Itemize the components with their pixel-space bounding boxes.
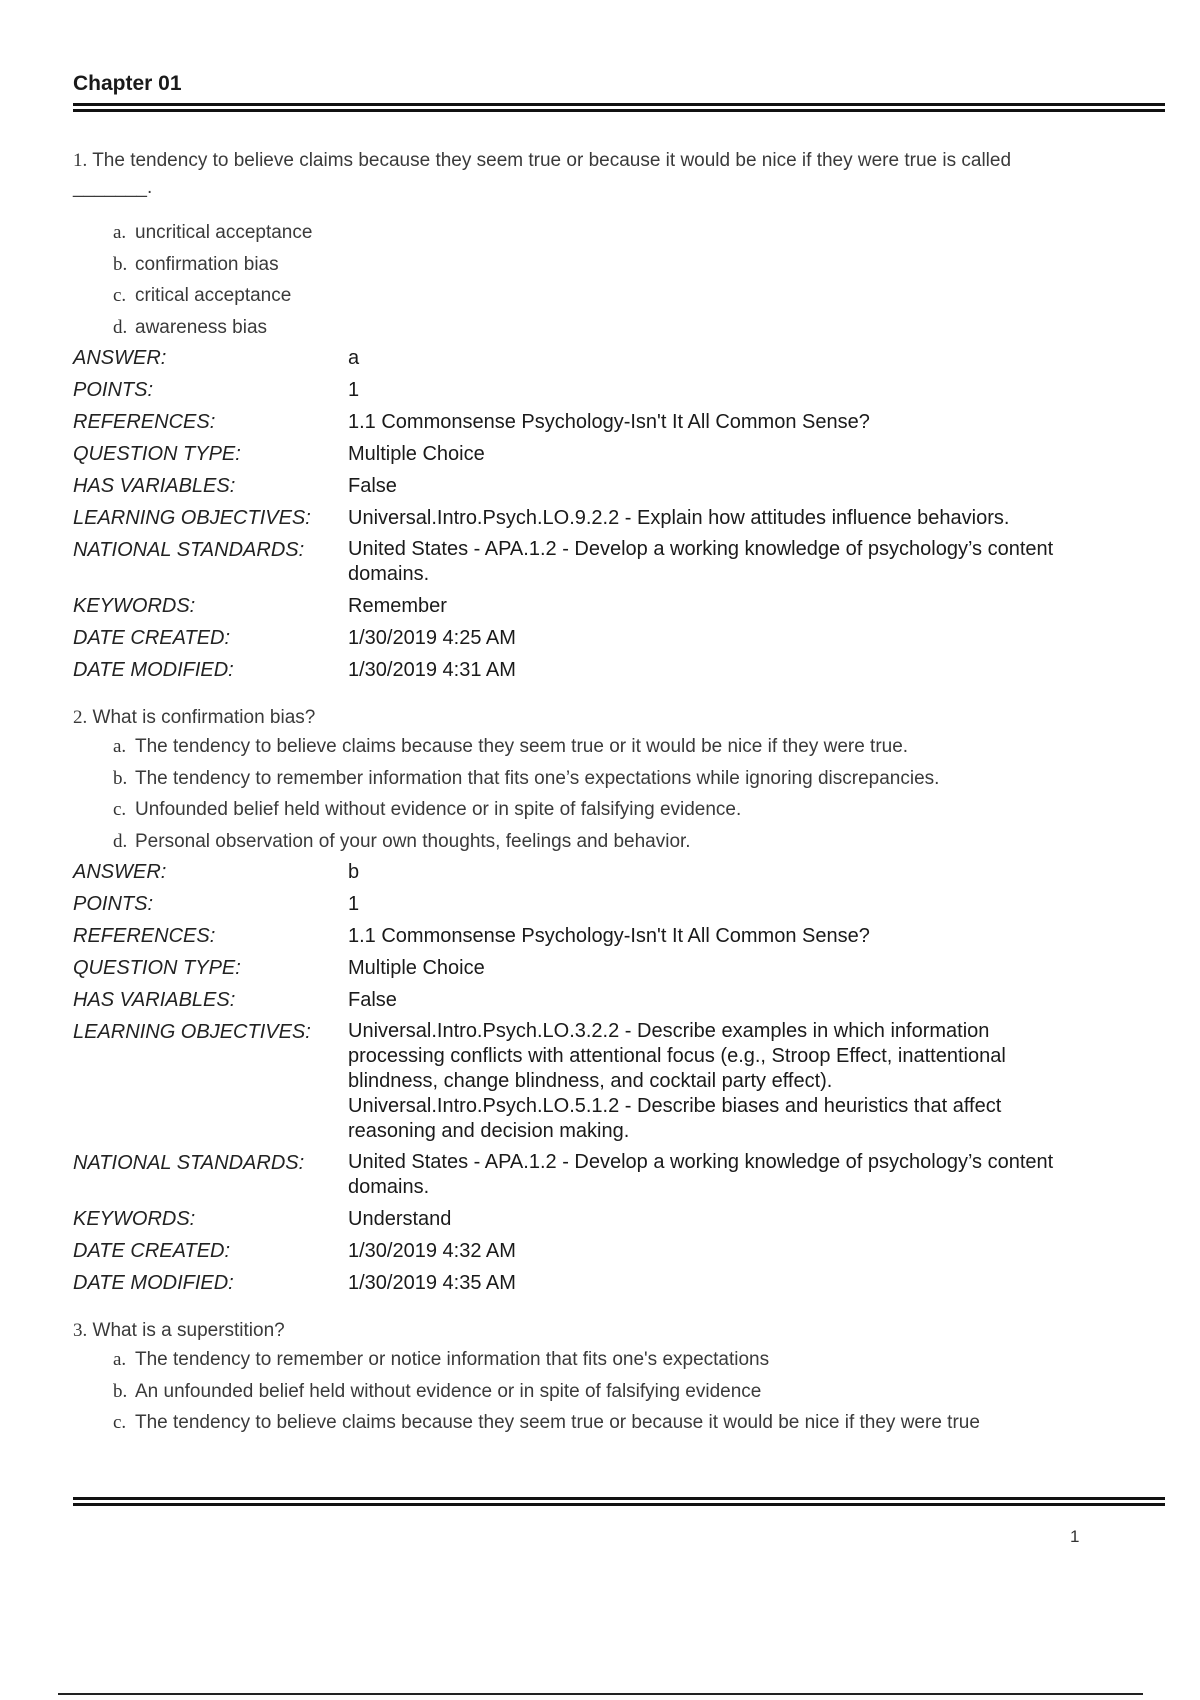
option-b — [113, 249, 1165, 281]
chapter-title: Chapter 01 — [73, 72, 182, 95]
question-number: 3. — [73, 1320, 88, 1341]
option-text: The tendency to believe claims because they seem true or because it would be nice if they were true — [135, 1412, 980, 1433]
option-a — [113, 731, 1165, 763]
meta-points — [73, 891, 1165, 917]
option-text: awareness bias — [135, 316, 268, 338]
meta-value: False — [348, 475, 397, 497]
meta-value: Remember — [348, 595, 447, 617]
meta-national-standards — [73, 1150, 1165, 1200]
meta-value: 1/30/2019 4:31 AM — [348, 659, 516, 681]
question-metadata — [73, 345, 1165, 683]
option-c — [113, 1407, 1165, 1439]
option-text: uncritical acceptance — [135, 222, 313, 243]
option-text: Unfounded belief held without evidence or in spite of falsifying evidence. — [135, 799, 742, 820]
footer-double-rule — [73, 1497, 1165, 1506]
meta-date-created — [73, 1238, 1165, 1264]
option-a — [113, 1344, 1165, 1376]
meta-label: QUESTION TYPE: — [73, 957, 241, 979]
meta-value-line: domains. — [348, 563, 430, 585]
question-2 — [73, 707, 1165, 1296]
answer-options — [113, 1344, 1165, 1439]
meta-value: 1/30/2019 4:25 AM — [348, 627, 516, 649]
option-text: The tendency to believe claims because they seem true or it would be nice if they were true. — [135, 736, 909, 757]
meta-question-type — [73, 441, 1165, 467]
question-stem — [73, 707, 1165, 729]
meta-label: KEYWORDS: — [73, 1208, 196, 1230]
meta-date-modified — [73, 1270, 1165, 1296]
meta-label: REFERENCES: — [73, 925, 216, 947]
meta-label: LEARNING OBJECTIVES: — [73, 507, 311, 529]
meta-answer — [73, 345, 1165, 371]
question-stem — [73, 1320, 1165, 1342]
meta-label: HAS VARIABLES: — [73, 475, 236, 497]
question-metadata — [73, 859, 1165, 1296]
page-bottom-rule — [58, 1693, 1143, 1695]
meta-references — [73, 923, 1165, 949]
question-stem — [73, 146, 1165, 176]
meta-label: ANSWER: — [73, 347, 167, 369]
meta-learning-objectives — [73, 1019, 1165, 1144]
meta-value: Understand — [348, 1208, 452, 1230]
option-letter: b. — [113, 253, 128, 275]
meta-question-type — [73, 955, 1165, 981]
meta-label: DATE MODIFIED: — [73, 659, 234, 681]
meta-label: LEARNING OBJECTIVES: — [73, 1021, 311, 1043]
option-a — [113, 217, 1165, 249]
option-letter: d. — [113, 316, 128, 338]
question-text: The tendency to believe claims because they seem true or because it would be nice if they were true is called — [92, 150, 1012, 171]
option-letter: c. — [113, 1412, 127, 1433]
option-letter: a. — [113, 1349, 127, 1370]
meta-label: NATIONAL STANDARDS: — [73, 539, 305, 561]
header-double-rule — [73, 103, 1165, 112]
meta-value-line: blindness, change blindness, and cocktail party effect). — [348, 1070, 833, 1092]
meta-value — [348, 1019, 1165, 1144]
question-text: What is confirmation bias? — [92, 707, 316, 728]
option-text: An unfounded belief held without evidence or in spite of falsifying evidence — [135, 1380, 762, 1402]
meta-label: POINTS: — [73, 379, 154, 401]
meta-label: DATE MODIFIED: — [73, 1272, 234, 1294]
meta-label: POINTS: — [73, 893, 154, 915]
meta-value-line: domains. — [348, 1176, 430, 1198]
meta-date-created — [73, 625, 1165, 651]
document-page — [73, 72, 1165, 1439]
answer-options — [113, 731, 1165, 857]
page-number: 1 — [1070, 1527, 1080, 1546]
option-letter: c. — [113, 285, 127, 306]
meta-value: 1 — [348, 379, 360, 401]
question-text: What is a superstition? — [92, 1320, 285, 1341]
meta-has-variables — [73, 987, 1165, 1013]
meta-value: 1 — [348, 893, 360, 915]
option-text: critical acceptance — [135, 285, 292, 306]
meta-label: NATIONAL STANDARDS: — [73, 1152, 305, 1174]
meta-label: HAS VARIABLES: — [73, 989, 236, 1011]
meta-points — [73, 377, 1165, 403]
question-number: 2. — [73, 707, 88, 728]
option-d — [113, 826, 1165, 858]
meta-label: DATE CREATED: — [73, 627, 231, 649]
answer-options — [113, 217, 1165, 343]
meta-value-line: reasoning and decision making. — [348, 1120, 630, 1142]
option-letter: a. — [113, 736, 127, 757]
question-1 — [73, 146, 1165, 683]
meta-keywords — [73, 1206, 1165, 1232]
meta-value: Multiple Choice — [348, 957, 485, 979]
meta-value: Multiple Choice — [348, 443, 485, 465]
option-text: The tendency to remember or notice information that fits one's expectations — [135, 1349, 770, 1370]
meta-value: False — [348, 989, 397, 1011]
meta-value: 1.1 Commonsense Psychology-Isn't It All Common Sense? — [348, 925, 870, 947]
meta-value: 1/30/2019 4:32 AM — [348, 1240, 516, 1262]
option-letter: b. — [113, 767, 128, 789]
meta-label: DATE CREATED: — [73, 1240, 231, 1262]
meta-date-modified — [73, 657, 1165, 683]
meta-keywords — [73, 593, 1165, 619]
option-letter: c. — [113, 799, 127, 820]
option-text: Personal observation of your own thoughts, feelings and behavior. — [135, 830, 691, 852]
meta-value-line: Universal.Intro.Psych.LO.3.2.2 - Describe examples in which information — [348, 1020, 990, 1042]
meta-value-line: United States - APA.1.2 - Develop a working knowledge of psychology’s content — [348, 538, 1054, 560]
meta-value: 1/30/2019 4:35 AM — [348, 1272, 516, 1294]
meta-value-line: United States - APA.1.2 - Develop a working knowledge of psychology’s content — [348, 1151, 1054, 1173]
option-letter: a. — [113, 222, 127, 243]
meta-label: ANSWER: — [73, 861, 167, 883]
meta-label: QUESTION TYPE: — [73, 443, 241, 465]
meta-value: Universal.Intro.Psych.LO.9.2.2 - Explain how attitudes influence behaviors. — [348, 507, 1010, 529]
meta-value: a — [348, 347, 360, 369]
meta-answer — [73, 859, 1165, 885]
option-letter: b. — [113, 1380, 128, 1402]
meta-value-line: Universal.Intro.Psych.LO.5.1.2 - Describe biases and heuristics that affect — [348, 1095, 1002, 1117]
meta-national-standards — [73, 537, 1165, 587]
option-text: confirmation bias — [135, 253, 279, 275]
question-blank: _______. — [73, 177, 153, 198]
meta-has-variables — [73, 473, 1165, 499]
option-c — [113, 794, 1165, 826]
meta-label: KEYWORDS: — [73, 595, 196, 617]
meta-references — [73, 409, 1165, 435]
option-c — [113, 280, 1165, 312]
meta-learning-objectives — [73, 505, 1165, 531]
option-letter: d. — [113, 830, 128, 852]
meta-value: 1.1 Commonsense Psychology-Isn't It All Common Sense? — [348, 411, 870, 433]
option-d — [113, 312, 1165, 344]
option-text: The tendency to remember information that fits one’s expectations while ignoring discrepancies. — [135, 767, 940, 789]
meta-value — [348, 1150, 1165, 1200]
option-b — [113, 1376, 1165, 1408]
meta-value-line: processing conflicts with attentional focus (e.g., Stroop Effect, inattentional — [348, 1045, 1006, 1067]
meta-value: b — [348, 861, 360, 883]
question-3 — [73, 1320, 1165, 1439]
meta-value — [348, 537, 1165, 587]
meta-label: REFERENCES: — [73, 411, 216, 433]
question-number: 1. — [73, 150, 88, 171]
option-b — [113, 763, 1165, 795]
